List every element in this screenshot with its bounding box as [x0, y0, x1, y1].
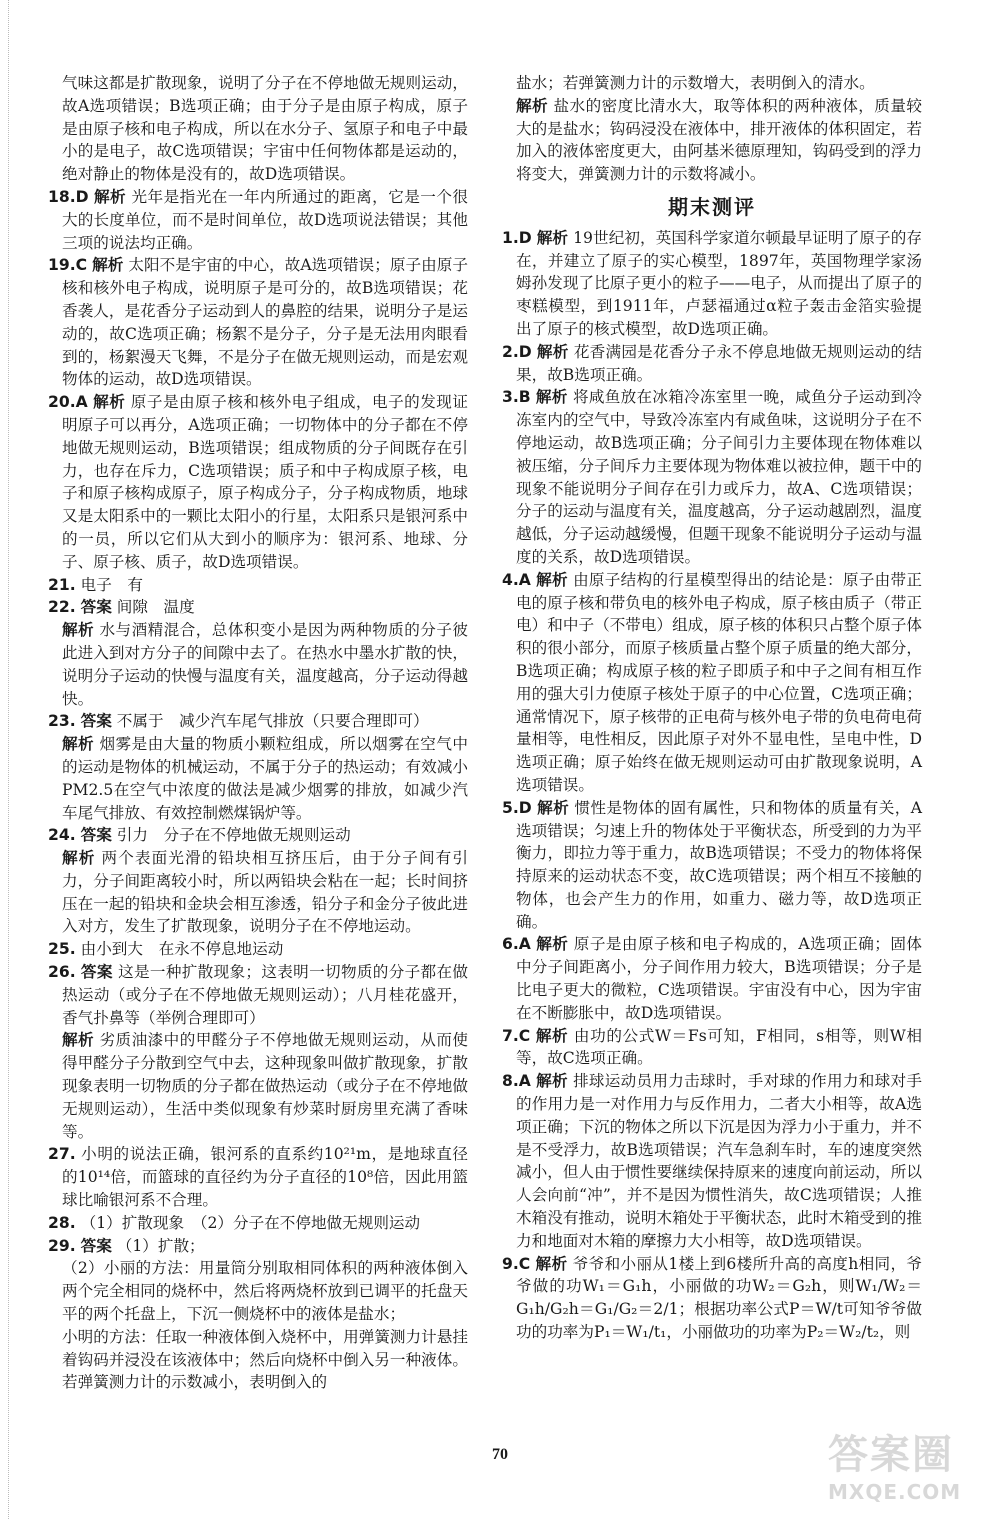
item-tag: 解析: [62, 1031, 95, 1050]
item-number: 25.: [48, 940, 76, 959]
left_column-paragraph: [48, 1029, 468, 1143]
item-text: 原子是由原子核和核外电子组成，电子的发现证明原子可以再分，A选项正确；一切物体中的分子都在不停地做无规则运动，B选项错误；组成物质的分子间既存在引力，也存在斥力，C选项错误；质子和中子构成原子核，电子和原子核构成原子，原子构成分子，分子构成物质，地球又是太阳系中的一颗比太阳小的行星，太阳系只是银河系中的一员，所以它们从大到小的顺序为：银河系、地球、分子、原子核、质子，故D选项错误。: [62, 393, 468, 571]
right_column-paragraph: [502, 797, 922, 934]
item-text: 将咸鱼放在冰箱冷冻室里一晚，咸鱼分子运动到冷冻室内的空气中，导致冷冻室内有咸鱼味，这说明分子在不停地运动，故B选项正确；分子间引力主要体现在物体难以被压缩，分子间斥力主要体现为物体难以被拉伸，题干中的现象不能说明分子间存在引力或斥力，故A、C选项错误；分子的运动与温度有关，温度越高，分子运动越剧烈，温度越低，分子运动越缓慢，但题干现象不能说明分子运动与温度的关系，故D选项错误。: [516, 388, 922, 566]
right_column-paragraph: [502, 341, 922, 387]
page-number: 70: [492, 1446, 508, 1463]
right_column-paragraph: [502, 933, 922, 1024]
item-text: 由原子结构的行星模型得出的结论是：原子由带正电的原子核和带负电的核外电子构成，原子核由质子（带正电）和中子（不带电）组成，原子核的体积只占整个原子体积的很小部分，而原子核质量占整个原子质量的绝大部分，B选项正确；构成原子核的粒子即质子和中子之间有相互作用的强大引力使原子核处于原子的中心位置，C选项正确；通常情况下，原子核带的正电荷与核外电子带的负电荷电荷量相等，电性相反，因此原子对外不显电性，呈电中性，D选项正确；原子始终在做无规则运动可由扩散现象说明，A选项错误。: [516, 570, 922, 794]
item-number: 24.: [48, 826, 76, 845]
item-text: 不属于 减少汽车尾气排放（只要合理即可）: [116, 712, 429, 731]
left_column-paragraph: [48, 619, 468, 710]
item-number: 29.: [48, 1236, 76, 1255]
item-number: 2.D: [502, 342, 532, 361]
item-text: 太阳不是宇宙的中心，故A选项错误；原子由原子核和核外电子构成，说明原子是可分的，故B选项错误；花香袭人，是花香分子运动到人的鼻腔的结果，说明分子是运动的，故C选项正确；杨絮不是分子，分子是无法用肉眼看到的，杨絮漫天飞舞，不是分子在做无规则运动，而是宏观物体的运动，故D选项错误。: [62, 256, 468, 389]
item-number: 26.: [48, 963, 76, 982]
item-text: 盐水；若弹簧测力计的示数增大，表明倒入的清水。: [516, 74, 875, 92]
item-text: 两个表面光滑的铅块相互挤压后，由于分子间有引力，分子间距离较小时，所以两铅块会粘在一起；长时间挤压在一起的铅块和金块会相互渗透，铅分子和金分子彼此进入对方，发生了扩散现象，说明分子在不停地运动。: [62, 849, 468, 936]
right-column: [502, 72, 922, 1344]
item-tag: 答案: [80, 963, 113, 982]
item-number: 27.: [48, 1145, 76, 1164]
right_column_top-paragraph: [502, 95, 922, 186]
item-number: 21.: [48, 575, 76, 594]
item-text: 烟雾是由大量的物质小颗粒组成，所以烟雾在空气中的运动是物体的机械运动，不属于分子的热运动；有效减小PM2.5在空气中浓度的做法是减少烟雾的排放，如减少汽车尾气排放、有效控制燃煤锅炉等。: [62, 735, 468, 822]
section-title: 期末测评: [668, 194, 756, 219]
item-number: 23.: [48, 712, 76, 731]
left_column-paragraph: [48, 1235, 468, 1258]
item-text: （2）小丽的方法：用量筒分别取相同体积的两种液体倒入两个完全相同的烧杯中，然后将两烧杯放到已调平的托盘天平的两个托盘上，下沉一侧烧杯中的液体是盐水；: [62, 1259, 468, 1324]
item-text: 小明的方法：任取一种液体倒入烧杯中，用弹簧测力计悬挂着钩码并浸没在该液体中；然后向烧杯中倒入另一种液体。若弹簧测力计的示数减小，表明倒入的: [62, 1327, 468, 1392]
watermark-main: 答案圈: [828, 1432, 954, 1478]
item-text: 劣质油漆中的甲醛分子不停地做无规则运动，从而使得甲醛分子分散到空气中去，这种现象叫做扩散现象，扩散现象表明一切物质的分子都在做热运动（或分子在不停地做无规则运动），生活中类似现象有炒菜时厨房里充满了香味等。: [62, 1031, 468, 1141]
left_column-paragraph: [48, 710, 468, 733]
item-tag: 解析: [62, 735, 95, 754]
item-number: 3.B: [502, 388, 531, 407]
item-tag: 解析: [62, 849, 96, 868]
item-text: 间隙 温度: [116, 598, 195, 617]
item-tag: 解析: [535, 388, 568, 407]
right_column-paragraph: [502, 227, 922, 341]
item-tag: 解析: [93, 393, 126, 412]
left_column-paragraph: [48, 733, 468, 824]
left_column-paragraph: [48, 1212, 468, 1235]
watermark-sub: MXQE.COM: [828, 1480, 962, 1504]
item-text: 小明的说法正确，银河系的直系约10²¹m，是地球直径的10¹⁴倍，而篮球的直径约为分子直径的10⁸倍，因此用篮球比喻银河系不合理。: [62, 1145, 468, 1210]
item-tag: 解析: [94, 187, 127, 206]
left_column-paragraph: [48, 72, 468, 186]
item-number: 6.A: [502, 935, 531, 954]
item-number: 8.A: [502, 1072, 531, 1091]
item-text: 电子 有: [80, 575, 143, 594]
left_column-paragraph: [48, 1257, 468, 1325]
item-tag: 解析: [536, 342, 569, 361]
item-text: 惯性是物体的固有属性，只和物体的质量有关，A选项错误；匀速上升的物体处于平衡状态，所受到的力为平衡力，即拉力等于重力，故B选项错误；不受力的物体将保持原来的运动状态不变，故C选项错误；两个相互不接触的物体，也会产生力的作用，如重力、磁力等，故D选项正确。: [516, 798, 922, 931]
item-text: 盐水的密度比清水大，取等体积的两种液体，质量较大的是盐水；钩码浸没在液体中，排开液体的体积固定，若加入的液体密度更大，由阿基米德原理知，钩码受到的浮力将变大，弹簧测力计的示数将减小。: [516, 96, 922, 184]
item-number: 20.A: [48, 393, 88, 412]
item-tag: 答案: [80, 598, 112, 617]
item-text: 原子是由原子核和电子构成的，A选项正确；固体中分子间距离小，分子间作用力较大，B选项错误；分子是比电子更大的微粒，C选项错误。宇宙没有中心，因为宇宙在不断膨胀中，故D选项错误。: [516, 935, 922, 1022]
right-column-top: [502, 72, 922, 186]
right_column-paragraph: [502, 1253, 922, 1344]
left_column-paragraph: [48, 961, 468, 1029]
item-number: 22.: [48, 598, 76, 617]
item-text: （1）扩散；: [116, 1236, 205, 1255]
item-tag: 答案: [80, 826, 112, 845]
left_column-paragraph: [48, 1326, 468, 1394]
item-number: 4.A: [502, 570, 531, 589]
item-text: 光年是指光在一年内所通过的距离，它是一个很大的长度单位，而不是时间单位，故D选项说法错误；其他三项的说法均正确。: [62, 187, 468, 252]
item-number: 19.C: [48, 256, 88, 275]
item-number: 7.C: [502, 1026, 531, 1045]
right_column-paragraph: [502, 1025, 922, 1071]
left_column-paragraph: [48, 391, 468, 573]
watermark-logo: [828, 1423, 978, 1504]
item-tag: 解析: [536, 1072, 568, 1091]
item-number: 9.C: [502, 1254, 531, 1273]
item-text: 由小到大 在永不停息地运动: [80, 940, 284, 959]
item-tag: 解析: [92, 256, 124, 275]
left_column-paragraph: [48, 847, 468, 938]
item-text: 排球运动员用力击球时，手对球的作用力和球对手的作用力是一对作用力与反作用力，二者大小相等，故A选项正确；下沉的物体之所以下沉是因为浮力小于重力，并不是不受浮力，故B选项错误；汽车急刹车时，车的速度突然减小，但人由于惯性要继续保持原来的速度向前运动，所以人会向前“冲”，并不是因为惯性消失，故C选项错误；人推木箱没有推动，说明木箱处于平衡状态，此时木箱受到的推力和地面对木箱的摩擦力大小相等，故D选项错误。: [516, 1072, 922, 1250]
left_column-paragraph: [48, 938, 468, 961]
right-column-answers: [502, 227, 922, 1344]
item-text: 花香满园是花香分子永不停息地做无规则运动的结果，故B选项正确。: [516, 342, 922, 384]
right_column-paragraph: [502, 569, 922, 797]
left_column-paragraph: [48, 254, 468, 391]
right_column-paragraph: [502, 1070, 922, 1252]
item-text: 这是一种扩散现象；这表明一切物质的分子都在做热运动（或分子在不停地做无规则运动）；八月桂花盛开，香气扑鼻等（举例合理即可）: [62, 963, 468, 1027]
left_column-paragraph: [48, 824, 468, 847]
binding-margin: [8, 0, 11, 1519]
item-text: 气味这都是扩散现象，说明了分子在不停地做无规则运动，故A选项错误；B选项正确；由于分子是由原子构成，原子是由原子核和电子构成，所以在水分子、氢原子和电子中最小的是电子，故C选项错误；宇宙中任何物体都是运动的，绝对静止的物体是没有的，故D选项错误。: [62, 74, 468, 184]
item-tag: 解析: [62, 621, 95, 640]
left_column-paragraph: [48, 186, 468, 254]
item-text: 引力 分子在不停地做无规则运动: [116, 826, 351, 845]
item-tag: 解析: [537, 798, 570, 817]
item-text: （1）扩散现象 （2）分子在不停地做无规则运动: [80, 1213, 421, 1232]
item-number: 1.D: [502, 228, 532, 247]
item-tag: 答案: [80, 712, 112, 731]
item-text: 由功的公式W＝Fs可知，F相同，s相等，则W相等，故C选项正确。: [516, 1026, 922, 1068]
item-text: 19世纪初，英国科学家道尔顿最早证明了原子的存在，并建立了原子的实心模型，1897年，英国物理学家汤姆孙发现了比原子更小的粒子——电子，从而提出了原子的枣糕模型，到1911年，卢瑟福通过α粒子轰击金箔实验提出了原子的核式模型，故D选项正确。: [516, 228, 922, 338]
right_column_top-paragraph: [502, 72, 922, 95]
item-tag: 解析: [536, 935, 569, 954]
left-column: [48, 72, 468, 1394]
item-tag: 解析: [516, 96, 549, 115]
right_column-paragraph: [502, 386, 922, 568]
item-tag: 解析: [535, 1254, 568, 1273]
item-tag: 解析: [536, 570, 568, 589]
item-number: 18.D: [48, 187, 89, 206]
item-text: 爷爷和小丽从1楼上到6楼所升高的高度h相同，爷爷做的功W₁＝G₁h，小丽做的功W₂＝G₂h，则W₁/W₂＝G₁h/G₂h＝G₁/G₂＝2/1；根据功率公式P＝W/t可知爷爷做功的功率为P₁＝W₁/t₁，小丽做功的功率为P₂＝W₂/t₂，则: [516, 1254, 922, 1342]
item-number: 5.D: [502, 798, 532, 817]
item-tag: 解析: [535, 1026, 569, 1045]
item-text: 水与酒精混合，总体积变小是因为两种物质的分子彼此进入到对方分子的间隙中去了。在热水中墨水扩散的快，说明分子运动的快慢与温度有关，温度越高，分子运动得越快。: [62, 621, 468, 708]
left_column-paragraph: [48, 596, 468, 619]
item-tag: 解析: [536, 228, 569, 247]
left_column-paragraph: [48, 574, 468, 597]
item-number: 28.: [48, 1213, 76, 1232]
item-tag: 答案: [80, 1236, 112, 1255]
left_column-paragraph: [48, 1143, 468, 1211]
